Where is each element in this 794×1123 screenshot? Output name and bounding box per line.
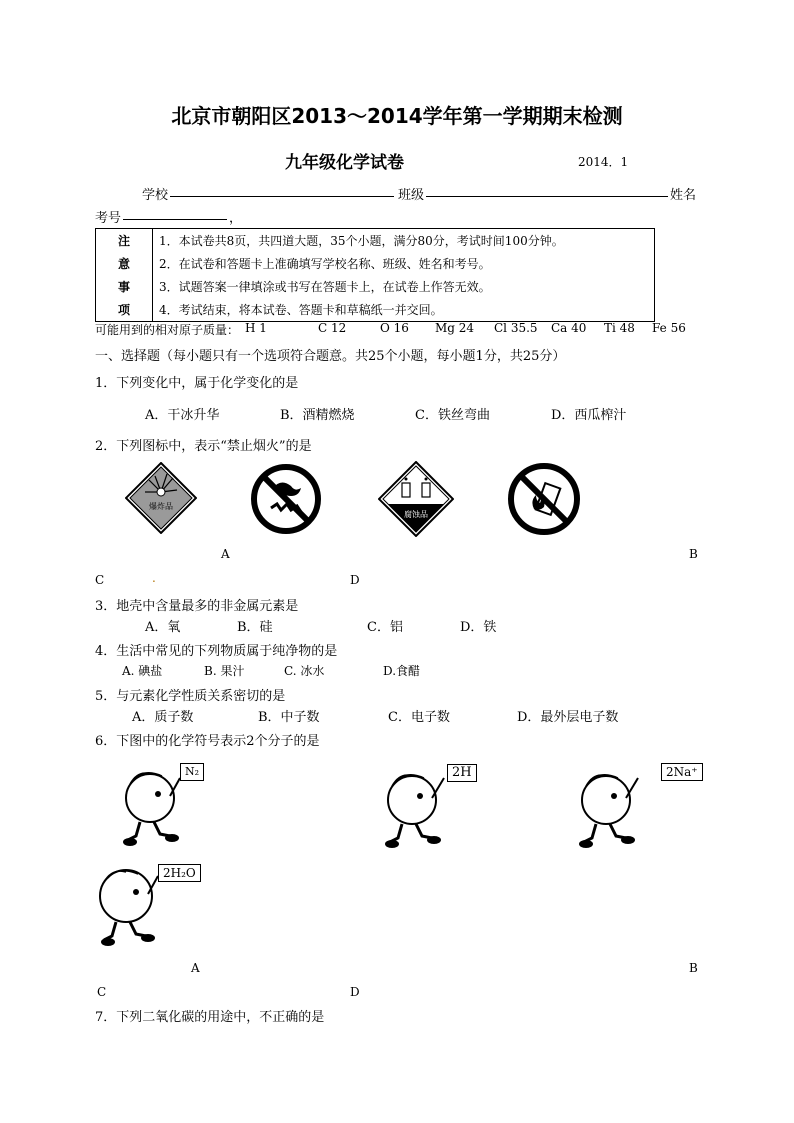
school-field[interactable] — [170, 184, 394, 197]
sign-text: 腐蚀品 — [404, 510, 428, 519]
option-d[interactable]: D．铁 — [460, 620, 497, 635]
atomic-mass-value: Ti 48 — [604, 321, 635, 335]
option-d[interactable]: D.食醋 — [383, 664, 421, 678]
question-stem: 1．下列变化中，属于化学变化的是 — [95, 376, 299, 391]
option-letter-c[interactable]: C — [97, 985, 107, 999]
atomic-masses-label: 可能用到的相对原子质量： — [95, 323, 240, 337]
atomic-mass-value: O 16 — [380, 321, 409, 335]
notes-item: 4．考试结束，将本试卷、答题卡和草稿纸一并交回。 — [153, 298, 655, 322]
option-letter-b[interactable]: B — [689, 961, 698, 975]
section-heading: 一、选择题（每小题只有一个选项符合题意。共25个小题，每小题1分，共25分） — [95, 349, 566, 364]
option-a[interactable]: A．氧 — [145, 620, 181, 635]
option-b[interactable]: B．酒精燃烧 — [280, 408, 355, 423]
atomic-mass-value: C 12 — [318, 321, 347, 335]
chemical-sign: N₂ — [180, 763, 204, 781]
option-b[interactable]: B．中子数 — [258, 710, 320, 725]
school-label: 学校 — [142, 188, 169, 203]
option-a[interactable]: A. 碘盐 — [122, 664, 163, 678]
stray-dot: . — [152, 571, 156, 585]
question-stem: 3．地壳中含量最多的非金属元素是 — [95, 599, 299, 614]
option-letter-a[interactable]: A — [221, 547, 230, 561]
chemical-sign: 2Na⁺ — [661, 763, 703, 781]
option-d[interactable]: D．最外层电子数 — [517, 710, 619, 725]
atomic-mass-value: Ca 40 — [551, 321, 587, 335]
atomic-mass-value: H 1 — [245, 321, 267, 335]
exam-no-field[interactable] — [123, 207, 227, 220]
notes-key-char: 注 — [96, 229, 153, 253]
notes-key-char: 意 — [96, 252, 153, 275]
explosive-sign-icon[interactable] — [125, 462, 197, 534]
notes-item: 2．在试卷和答题卡上准确填写学校名称、班级、姓名和考号。 — [153, 252, 655, 275]
option-c[interactable]: C．铝 — [367, 620, 403, 635]
name-label: 姓名 — [670, 188, 697, 203]
chemical-sign: 2H₂O — [158, 864, 201, 882]
option-letter-a[interactable]: A — [191, 961, 200, 975]
option-letter-d[interactable]: D — [350, 573, 360, 587]
question-stem: 6．下图中的化学符号表示2个分子的是 — [95, 734, 320, 749]
option-letter-c[interactable]: C — [95, 573, 105, 587]
question-stem: 2．下列图标中，表示“禁止烟火”的是 — [95, 439, 312, 454]
cartoon-character-icon — [574, 764, 674, 856]
option-d[interactable]: D．西瓜榨汁 — [551, 408, 627, 423]
option-letter-b[interactable]: B — [689, 547, 698, 561]
chemical-sign: 2H — [447, 764, 477, 782]
option-c[interactable]: C．电子数 — [388, 710, 450, 725]
corrosive-sign-icon[interactable] — [378, 461, 454, 537]
class-label: 班级 — [398, 188, 425, 203]
no-fire-sign-icon[interactable] — [508, 463, 580, 535]
exam-no-label: 考号 — [95, 211, 122, 226]
exam-date: 2014．1 — [578, 155, 629, 169]
notes-table — [95, 228, 655, 322]
atomic-mass-value: Fe 56 — [652, 321, 686, 335]
option-c[interactable]: C．铁丝弯曲 — [415, 408, 490, 423]
class-field[interactable] — [426, 184, 668, 197]
option-a[interactable]: A．干冰升华 — [145, 408, 220, 423]
notes-key-char: 事 — [96, 275, 153, 298]
option-letter-d[interactable]: D — [350, 985, 360, 999]
notes-key-char: 项 — [96, 298, 153, 322]
sign-text: 爆炸品 — [149, 502, 173, 511]
question-stem: 4．生活中常见的下列物质属于纯净物的是 — [95, 644, 338, 659]
question-stem: 7．下列二氧化碳的用途中，不正确的是 — [95, 1010, 325, 1025]
option-a[interactable]: A．质子数 — [132, 710, 194, 725]
exam-title: 北京市朝阳区2013～2014学年第一学期期末检测 — [171, 104, 623, 128]
notes-item: 3．试题答案一律填涂或书写在答题卡上，在试卷上作答无效。 — [153, 275, 655, 298]
no-burning-sign-icon[interactable] — [251, 464, 321, 534]
notes-item: 1．本试卷共8页，共四道大题，35个小题，满分80分，考试时间100分钟。 — [153, 229, 655, 253]
option-b[interactable]: B. 果汁 — [204, 664, 245, 678]
question-stem: 5．与元素化学性质关系密切的是 — [95, 689, 286, 704]
option-c[interactable]: C. 冰水 — [284, 664, 325, 678]
option-b[interactable]: B．硅 — [237, 620, 273, 635]
atomic-mass-value: Cl 35.5 — [494, 321, 538, 335]
atomic-mass-value: Mg 24 — [435, 321, 475, 335]
exam-subtitle: 九年级化学试卷 — [285, 153, 404, 173]
exam-no-comma: ， — [229, 211, 243, 226]
